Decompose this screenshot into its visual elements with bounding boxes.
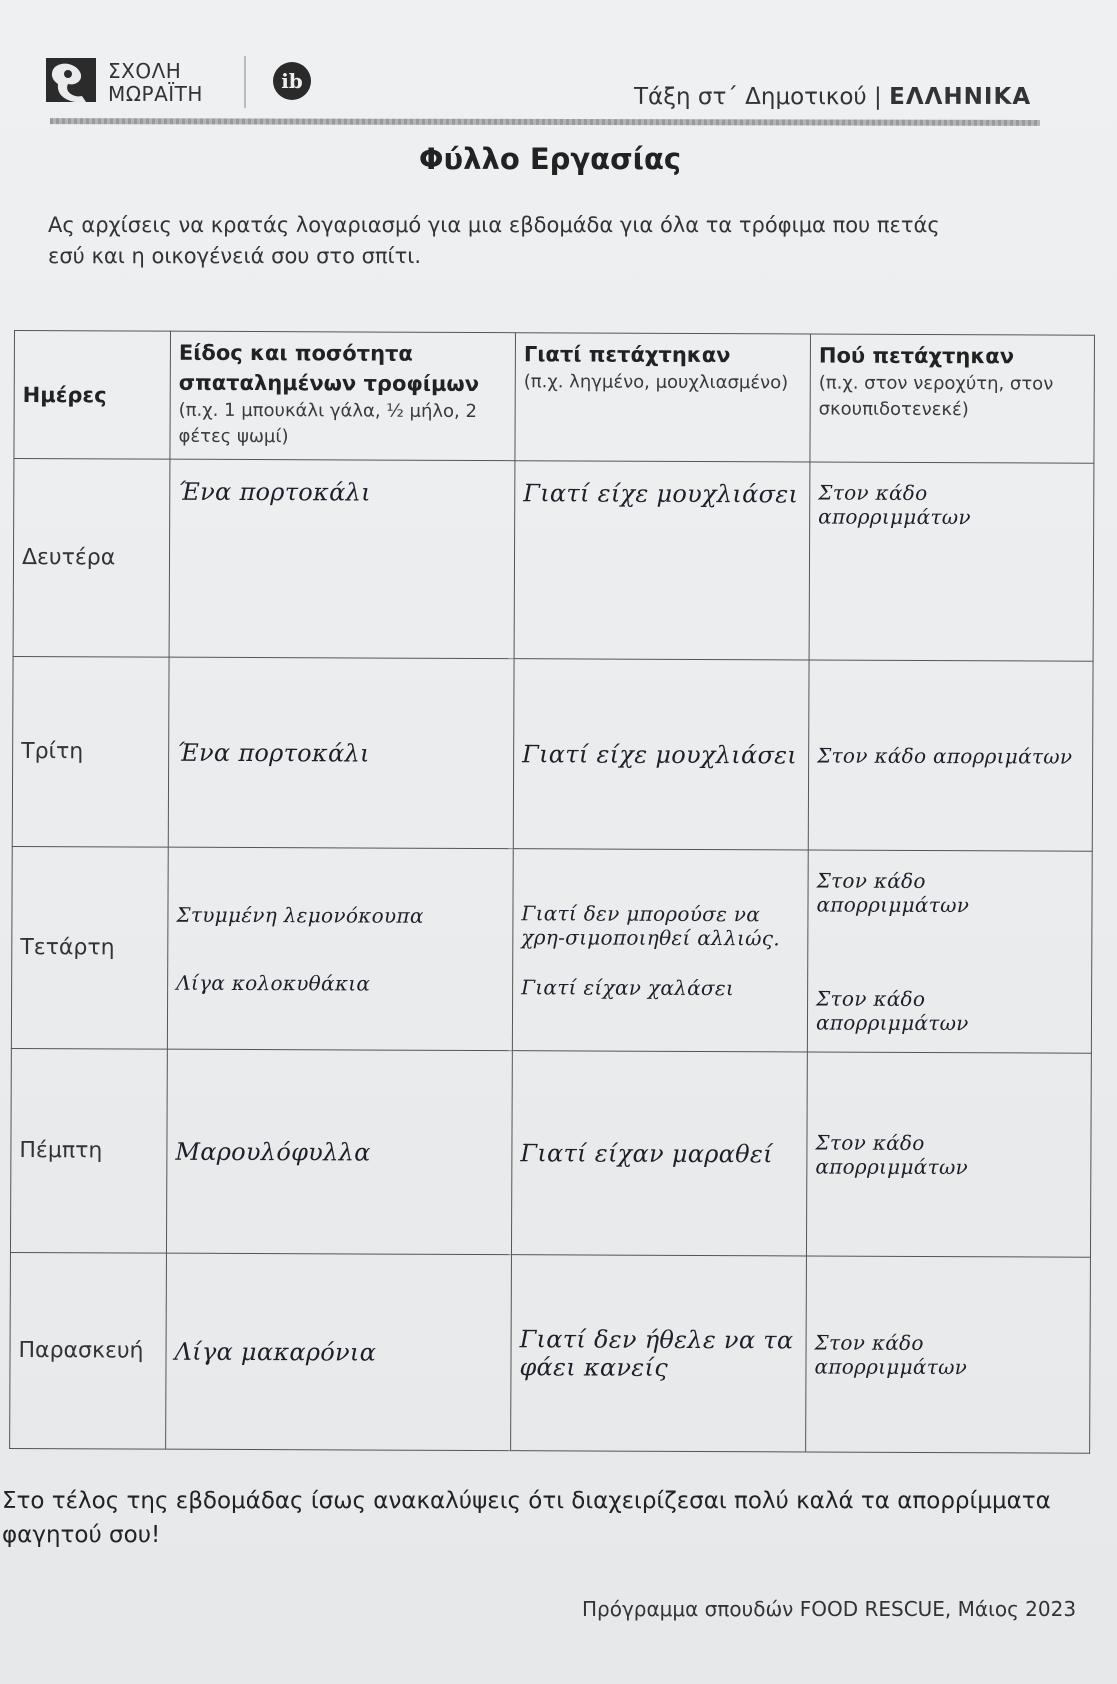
day-cell: Παρασκευή [10, 1252, 167, 1449]
grade-subject [634, 84, 1031, 110]
table-row [10, 1048, 1091, 1257]
grade-label: Τάξη στ΄ Δημοτικού | [634, 84, 882, 110]
what-cell: Ένα πορτοκάλι [168, 657, 514, 849]
page-title: Φύλλο Εργασίας [418, 142, 682, 176]
where-cell: Στον κάδο απορριμμάτων [809, 462, 1094, 661]
closing-line: Στο τέλος της εβδομάδας ίσως ανακαλύψεις ότι διαχειρίζεσαι πολύ καλά τα απορρίμματα [2, 1488, 1051, 1514]
table-row [11, 846, 1092, 1053]
where-cell: Στον κάδο απορριμμάτων [806, 1256, 1091, 1453]
footer-program: Πρόγραμμα σπουδών FOOD RESCUE, Μάιος 2023 [582, 1597, 1077, 1621]
school-name-line2: ΜΩΡΑΪΤΗ [108, 82, 203, 106]
header-where: Πού πετάχτηκαν (π.χ. στον νεροχύτη, στον σκουπιδοτενεκέ) [810, 334, 1095, 463]
what-cell: Λίγα μακαρόνια [166, 1253, 512, 1451]
why-cell: Γιατί είχε μουχλιάσει [514, 461, 810, 660]
table-header-row [14, 331, 1095, 464]
table-row [10, 1252, 1091, 1453]
why-cell: Γιατί είχε μουχλιάσει [513, 659, 809, 850]
subject-label: ΕΛΛΗΝΙΚΑ [889, 84, 1032, 110]
day-cell: Πέμπτη [10, 1048, 167, 1253]
closing-text [2, 1484, 1102, 1552]
header-days: Ημέρες [14, 331, 171, 460]
where-cell: Στον κάδο απορριμμάτων Στον κάδο απορριμμάτων [807, 850, 1092, 1053]
header-what: Είδος και ποσότητα σπαταλημένων τροφίμων (π.χ. 1 μπουκάλι γάλα, ½ μήλο, 2 φέτες ψωμί) [170, 331, 516, 461]
where-cell: Στον κάδο απορριμμάτων [806, 1052, 1091, 1257]
day-cell: Τρίτη [12, 656, 169, 847]
header-divider [244, 56, 246, 108]
school-name-line1: ΣΧΟΛΗ [108, 59, 182, 83]
where-cell: Στον κάδο απορριμάτων [808, 660, 1093, 851]
what-cell: Στυμμένη λεμονόκουπα Λίγα κολοκυθάκια [167, 847, 513, 1051]
intro-line: εσύ και η οικογένειά σου στο σπίτι. [48, 244, 422, 268]
closing-line: φαγητού σου! [2, 1522, 161, 1548]
school-logo-icon [46, 54, 98, 106]
intro-line: Ας αρχίσεις να κρατάς λογαριασμό για μια εβδομάδα για όλα τα τρόφιμα που πετάς [48, 213, 940, 237]
header-why: Γιατί πετάχτηκαν (π.χ. ληγμένο, μουχλιασμένο) [515, 333, 811, 462]
intro-text [48, 210, 1048, 272]
food-waste-table [9, 330, 1095, 1454]
header-rule [50, 118, 1040, 126]
table-row [12, 656, 1093, 851]
what-cell: Ένα πορτοκάλι [169, 459, 515, 659]
why-cell: Γιατί είχαν μαραθεί [511, 1051, 807, 1256]
what-cell: Μαρουλόφυλλα [166, 1049, 512, 1255]
school-name [108, 60, 203, 106]
why-cell: Γιατί δεν μπορούσε να χρη-σιμοποιηθεί αλλιώς. Γιατί είχαν χαλάσει [512, 849, 808, 1052]
why-cell: Γιατί δεν ήθελε να τα φάει κανείς [511, 1255, 807, 1452]
ib-logo: ib [273, 62, 311, 100]
table-row [13, 459, 1094, 662]
day-cell: Τετάρτη [11, 846, 168, 1049]
day-cell: Δευτέρα [13, 459, 170, 658]
